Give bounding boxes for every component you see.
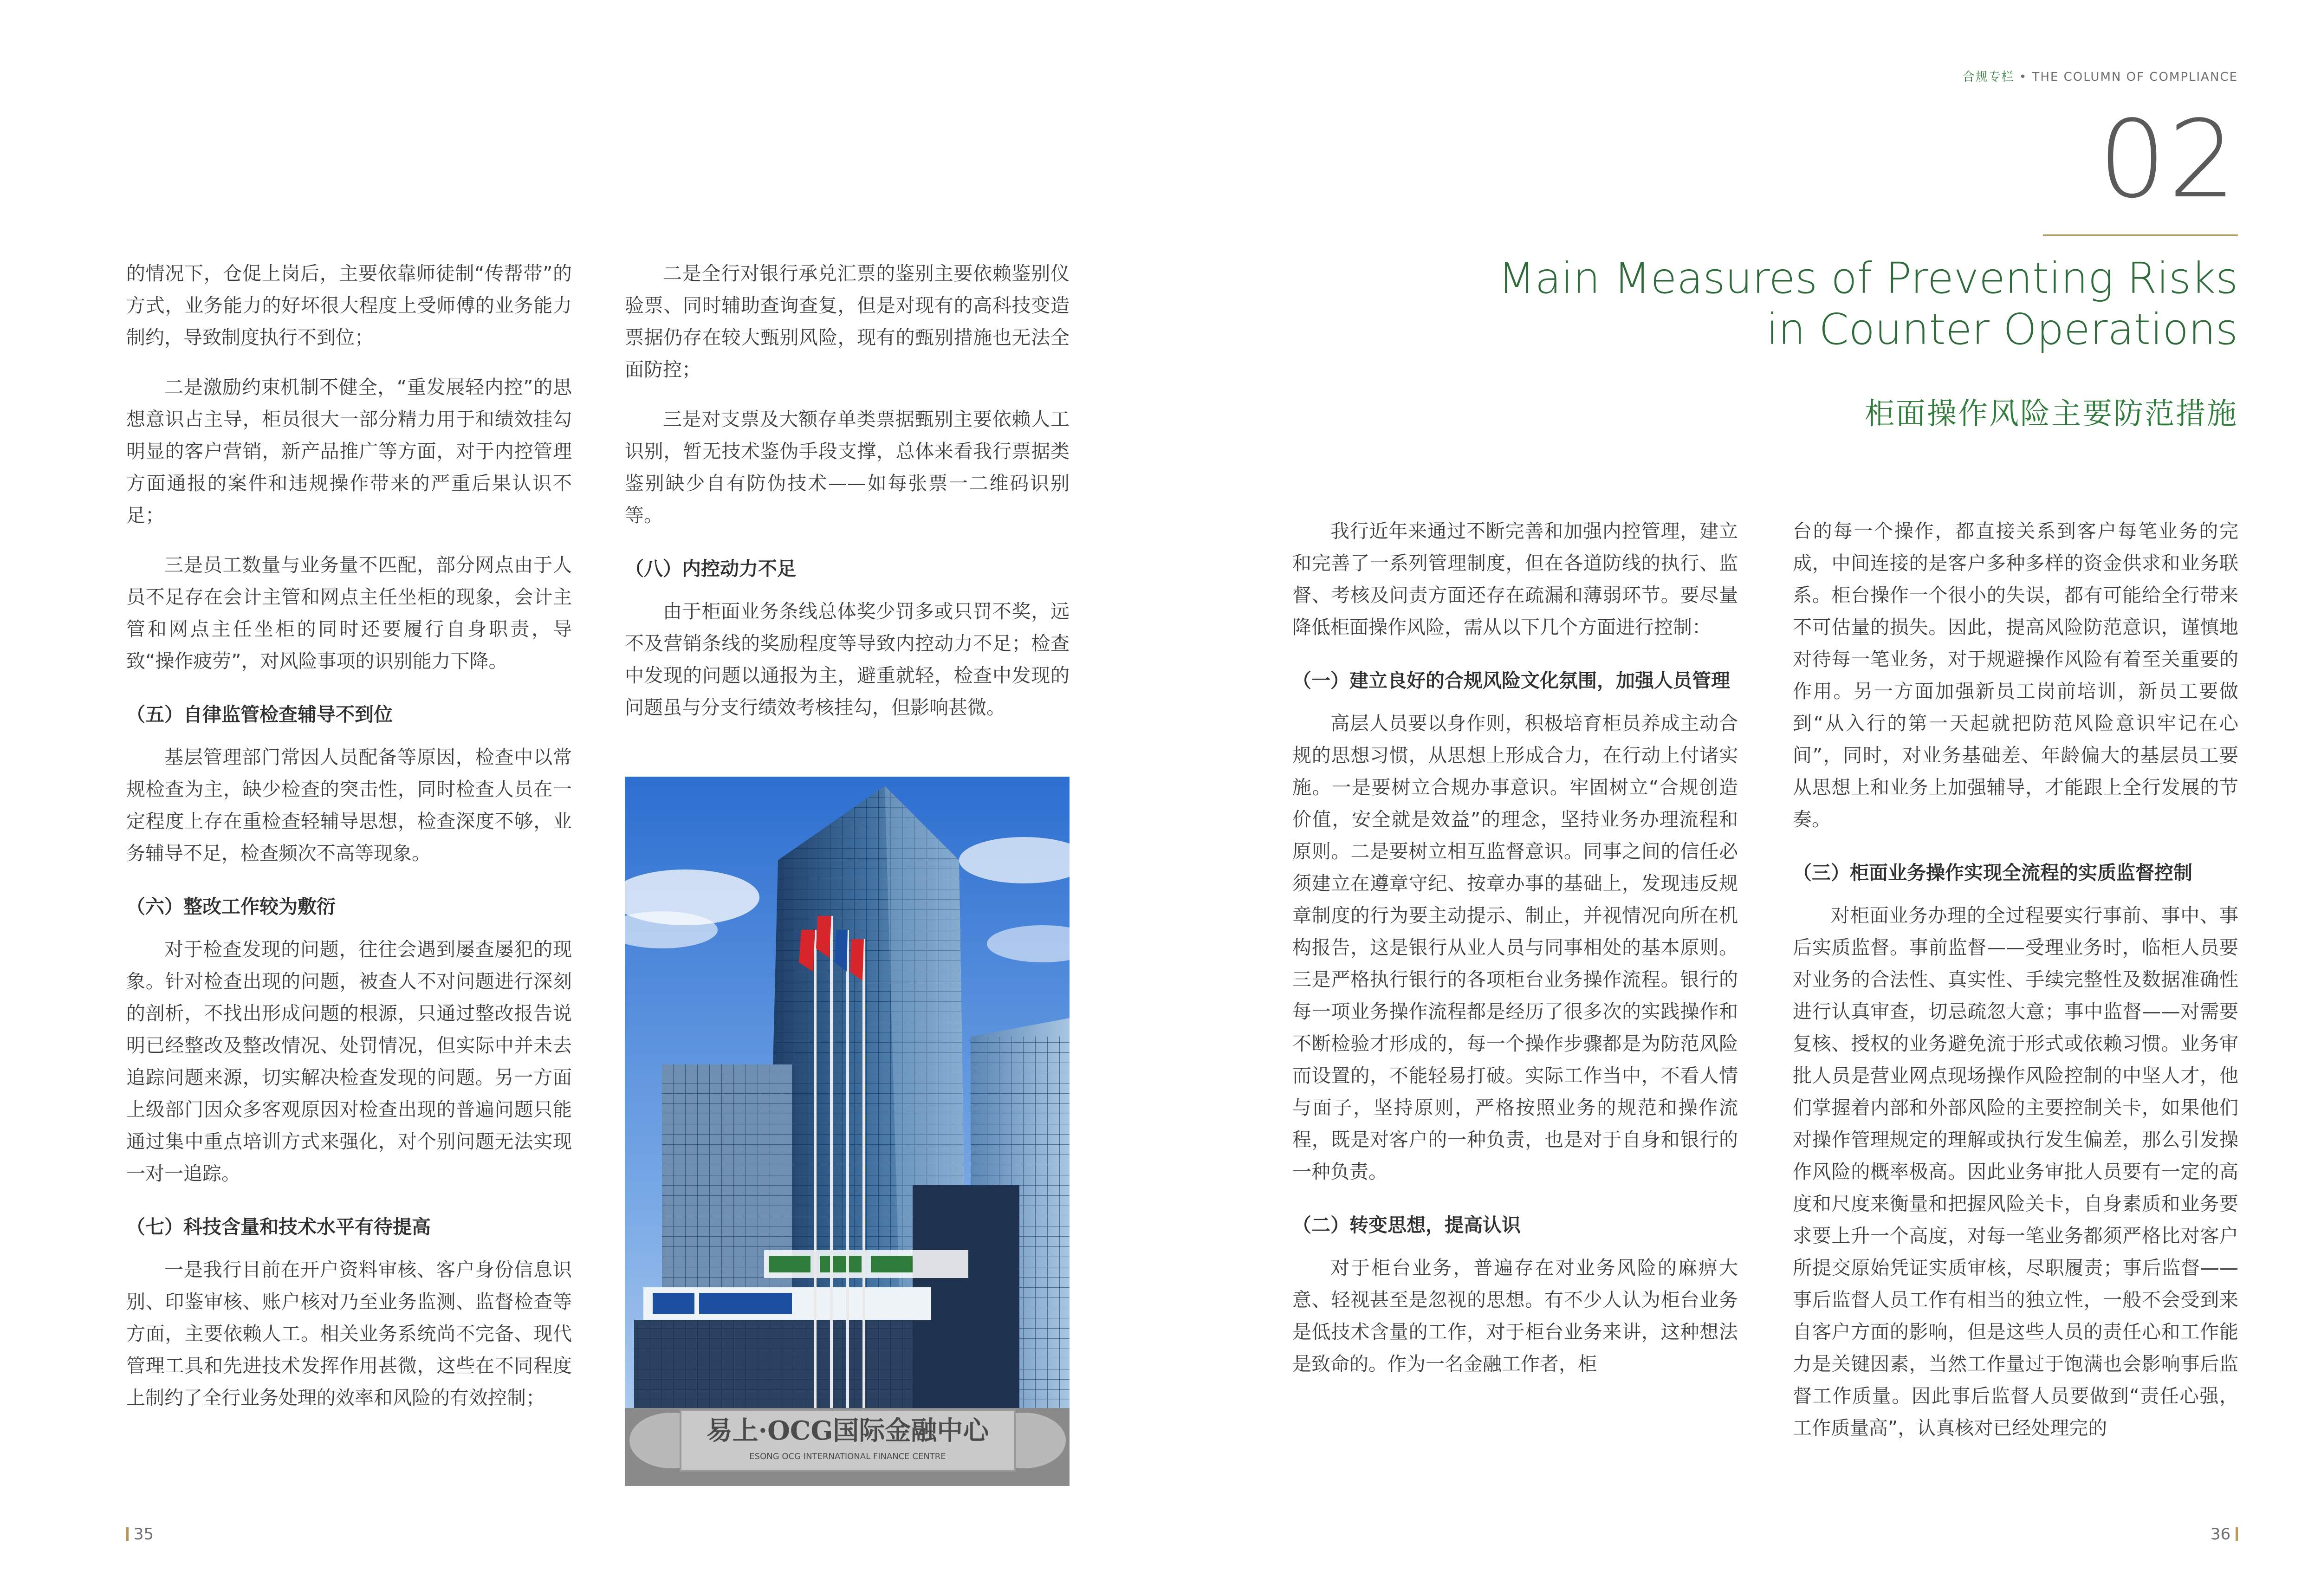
section-heading: （五）自律监管检查辅导不到位 xyxy=(126,703,393,726)
paragraph: 对柜面业务办理的全过程要实行事前、事中、事后实质监督。事前监督——受理业务时，临柜人员要对业务的合法性、真实性、手续完整性及数据准确性进行认真审查，切忌疏忽大意；事中监督——对需要复核、授权的业务避免流于形式或依赖习惯。业务审批人员是营业网点现场操作风险控制的中坚人才，他们掌握着内部和外部风险的主要控制关卡，如果他们对操作管理规定的理解或执行发生偏差，那么引发操作风险的概率极高。因此业务审批人员要有一定的高度和尺度来衡量和把握风险关卡，自身素质和业务要求要上升一个高度，对每一笔业务都须严格比对客户所提交原始凭证实质审核，尽职履责；事后监督——事后监督人员工作有相当的独立性，一般不会受到来自客户方面的影响，但是这些人员的责任心和工作能力是关键因素，当然工作量过于饱满也会影响事后监督工作质量。因此事后监督人员要做到“责任心强，工作质量高”，认真核对已经处理完的 xyxy=(1793,904,2238,1439)
page-number-left xyxy=(126,1525,154,1544)
sign-sub-text: ESONG OCG INTERNATIONAL FINANCE CENTRE xyxy=(749,1452,946,1461)
right-column-2 xyxy=(1793,515,2238,1462)
section-heading: （二）转变思想，提高认识 xyxy=(1292,1214,1521,1236)
building-photo xyxy=(625,777,1070,1486)
section-heading: （八）内控动力不足 xyxy=(625,558,796,580)
section-heading: （一）建立良好的合规风险文化氛围，加强人员管理 xyxy=(1292,669,1730,692)
chinese-title: 柜面操作风险主要防范措施 xyxy=(1865,397,2238,431)
page-number-marker xyxy=(2236,1527,2238,1541)
section-heading: （三）柜面业务操作实现全流程的实质监督控制 xyxy=(1793,862,2192,884)
page-number-right xyxy=(2211,1525,2238,1544)
paragraph: 我行近年来通过不断完善和加强内控管理，建立和完善了一系列管理制度，但在各道防线的执行、监督、考核及问责方面还存在疏漏和薄弱环节。要尽量降低柜面操作风险，需从以下几个方面进行控制： xyxy=(1292,520,1738,638)
paragraph: 二是激励约束机制不健全，“重发展轻内控”的思想意识占主导，柜员很大一部分精力用于和绩效挂勾明显的客户营销，新产品推广等方面，对于内控管理方面通报的案件和违规操作带来的严重后果认识不足； xyxy=(126,376,572,526)
sign-main-text: 易上·OCG国际金融中心 xyxy=(706,1415,989,1446)
paragraph: 一是我行目前在开户资料审核、客户身份信息识别、印鉴审核、账户核对乃至业务监测、监督检查等方面，主要依赖人工。相关业务系统尚不完备、现代管理工具和先进技术发挥作用甚微，这些在不同程度上制约了全行业务处理的效率和风险的有效控制； xyxy=(126,1259,572,1409)
section-heading: （六）整改工作较为敷衍 xyxy=(126,895,336,918)
page-number-text: 36 xyxy=(2210,1525,2231,1544)
column-tag xyxy=(1963,67,2238,84)
paragraph: 对于检查发现的问题，往往会遇到屡查屡犯的现象。针对检查出现的问题，被查人不对问题进行深刻的剖析，不找出形成问题的根源，只通过整改报告说明已经整改及整改情况、处罚情况，但实际中并未去追踪问题来源，切实解决检查发现的问题。另一方面上级部门因众多客观原因对检查出现的普遍问题只能通过集中重点培训方式来强化，对个别问题无法实现一对一追踪。 xyxy=(126,938,572,1185)
paragraph: 台的每一个操作，都直接关系到客户每笔业务的完成，中间连接的是客户多种多样的资金供求和业务联系。柜台操作一个很小的失误，都有可能给全行带来不可估量的损失。因此，提高风险防范意识，谨慎地对待每一笔业务，对于规避操作风险有着至关重要的作用。另一方面加强新员工岗前培训，新员工要做到“从入行的第一天起就把防范风险意识牢记在心间”，同时，对业务基础差、年龄偏大的基层员工要从思想上和业务上加强辅导，才能跟上全行发展的节奏。 xyxy=(1793,520,2238,830)
building-photo-illustration xyxy=(625,777,1070,1486)
section-heading: （七）科技含量和技术水平有待提高 xyxy=(126,1216,431,1238)
left-column-2 xyxy=(625,258,1070,741)
page-number-marker xyxy=(126,1527,129,1541)
column-tag-zh: 合规专栏 xyxy=(1962,70,2015,84)
column-tag-separator: • xyxy=(2014,70,2032,84)
paragraph: 由于柜面业务条线总体奖少罚多或只罚不奖，远不及营销条线的奖励程度等导致内控动力不足；检查中发现的问题以通报为主，避重就轻，检查中发现的问题虽与分支行绩效考核挂勾，但影响甚微。 xyxy=(625,600,1070,719)
paragraph: 三是员工数量与业务量不匹配，部分网点由于人员不足存在会计主管和网点主任坐柜的现象，会计主管和网点主任坐柜的同时还要履行自身职责，导致“操作疲劳”，对风险事项的识别能力下降。 xyxy=(126,554,572,672)
paragraph: 二是全行对银行承兑汇票的鉴别主要依赖鉴别仪验票、同时辅助查询查复，但是对现有的高科技变造票据仍存在较大甄别风险，现有的甄别措施也无法全面防控； xyxy=(625,262,1070,381)
left-column-1 xyxy=(126,258,572,1432)
paragraph: 基层管理部门常因人员配备等原因，检查中以常规检查为主，缺少检查的突击性，同时检查人员在一定程度上存在重检查轻辅导思想，检查深度不够，业务辅导不足，检查频次不高等现象。 xyxy=(126,746,572,864)
paragraph: 高层人员要以身作则，积极培育柜员养成主动合规的思想习惯，从思想上形成合力，在行动上付诸实施。一是要树立合规办事意识。牢固树立“合规创造价值，安全就是效益”的理念，坚持业务办理流程和原则。二是要树立相互监督意识。同事之间的信任必须建立在遵章守纪、按章办事的基础上，发现违反规章制度的行为要主动提示、制止，并视情况向所在机构报告，这是银行从业人员与同事相处的基本原则。三是严格执行银行的各项柜台业务操作流程。银行的每一项业务操作流程都是经历了很多次的实践操作和不断检验才形成的，每一个操作步骤都是为防范风险而设置的，不能轻易打破。实际工作当中，不看人情与面子，坚持原则，严格按照业务的规范和操作流程，既是对客户的一种负责，也是对于自身和银行的一种负责。 xyxy=(1292,712,1738,1183)
section-number: 02 xyxy=(2098,98,2238,222)
paragraph: 对于柜台业务，普遍存在对业务风险的麻痹大意、轻视甚至是忽视的思想。有不少人认为柜台业务是低技术含量的工作，对于柜台业务来讲，这种想法是致命的。作为一名金融工作者，柜 xyxy=(1292,1257,1738,1375)
right-column-1 xyxy=(1292,515,1738,1398)
paragraph: 三是对支票及大额存单类票据甄别主要依赖人工识别，暂无技术鉴伪手段支撑，总体来看我行票据类鉴别缺少自有防伪技术——如每张票一二维码识别等。 xyxy=(625,408,1070,526)
title-divider xyxy=(2043,234,2238,236)
paragraph: 的情况下，仓促上岗后，主要依靠师徒制“传帮带”的方式，业务能力的好坏很大程度上受师傅的业务能力制约，导致制度执行不到位； xyxy=(126,262,572,349)
page-number-text: 35 xyxy=(133,1525,154,1544)
column-tag-en: THE COLUMN OF COMPLIANCE xyxy=(2032,70,2238,84)
english-title: Main Measures of Preventing Risks in Counter Operations xyxy=(1498,253,2238,354)
